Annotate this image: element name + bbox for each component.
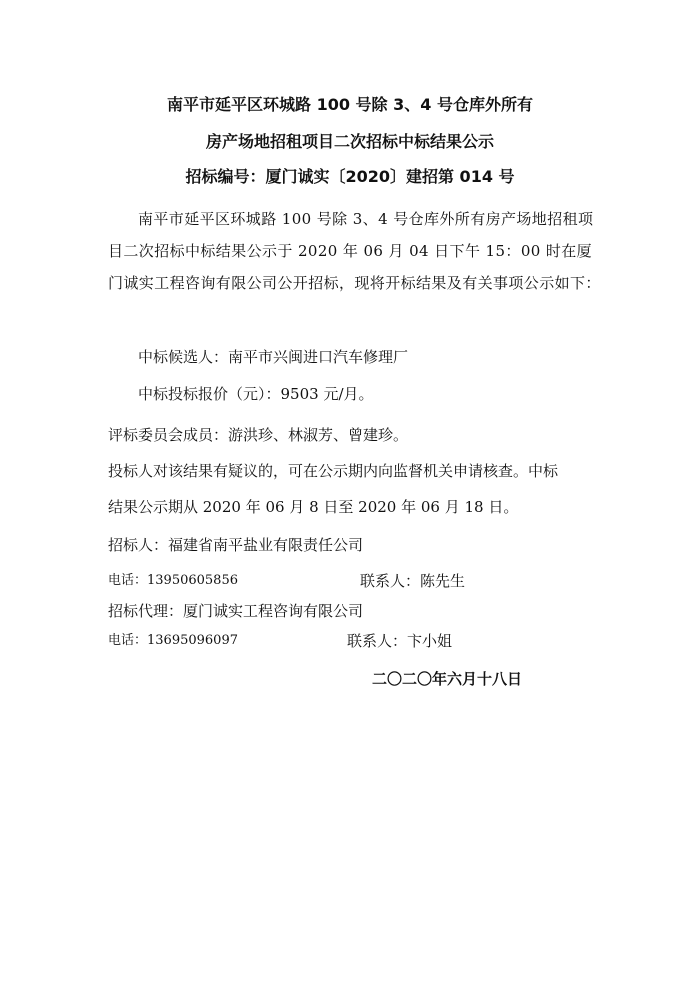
tender-number: 招标编号：厦门诚实〔2020〕建招第 014 号 <box>185 167 515 186</box>
title-line-1: 南平市延平区环城路 100 号除 3、4 号仓库外所有 <box>167 95 533 114</box>
winning-bid-price: 中标投标报价（元）：9503 元/月。 <box>138 385 374 403</box>
agent-contact: 联系人：卞小姐 <box>347 632 453 650</box>
title-line-2: 房产场地招租项目二次招标中标结果公示 <box>205 132 494 151</box>
objection-notice-line-1: 投标人对该结果有疑议的，可在公示期内向监督机关申请核查。中标 <box>108 462 559 480</box>
winning-candidate: 中标候选人：南平市兴闽进口汽车修理厂 <box>138 348 409 366</box>
agent-name: 招标代理：厦门诚实工程咨询有限公司 <box>108 602 364 620</box>
evaluation-committee: 评标委员会成员：游洪珍、林淑芳、曾建珍。 <box>108 426 409 444</box>
intro-paragraph: 南平市延平区环城路 100 号除 3、4 号仓库外所有房产场地招租项目二次招标中标结果公示于 2020 年 06 月 04 日下午 15：00 时在厦门诚实工程咨询有限公司公开招标，现将开标结果及有关事项公示如下： <box>108 210 601 292</box>
agent-phone: 电话：13695096097 <box>108 633 238 648</box>
tenderer-name: 招标人：福建省南平盐业有限责任公司 <box>108 536 364 554</box>
notice-date: 二〇二〇年六月十八日 <box>372 670 523 688</box>
tenderer-contact: 联系人：陈先生 <box>360 572 466 590</box>
objection-notice-line-2: 结果公示期从 2020 年 06 月 8 日至 2020 年 06 月 18 日。 <box>108 498 519 516</box>
tenderer-phone: 电话：13950605856 <box>108 573 238 588</box>
